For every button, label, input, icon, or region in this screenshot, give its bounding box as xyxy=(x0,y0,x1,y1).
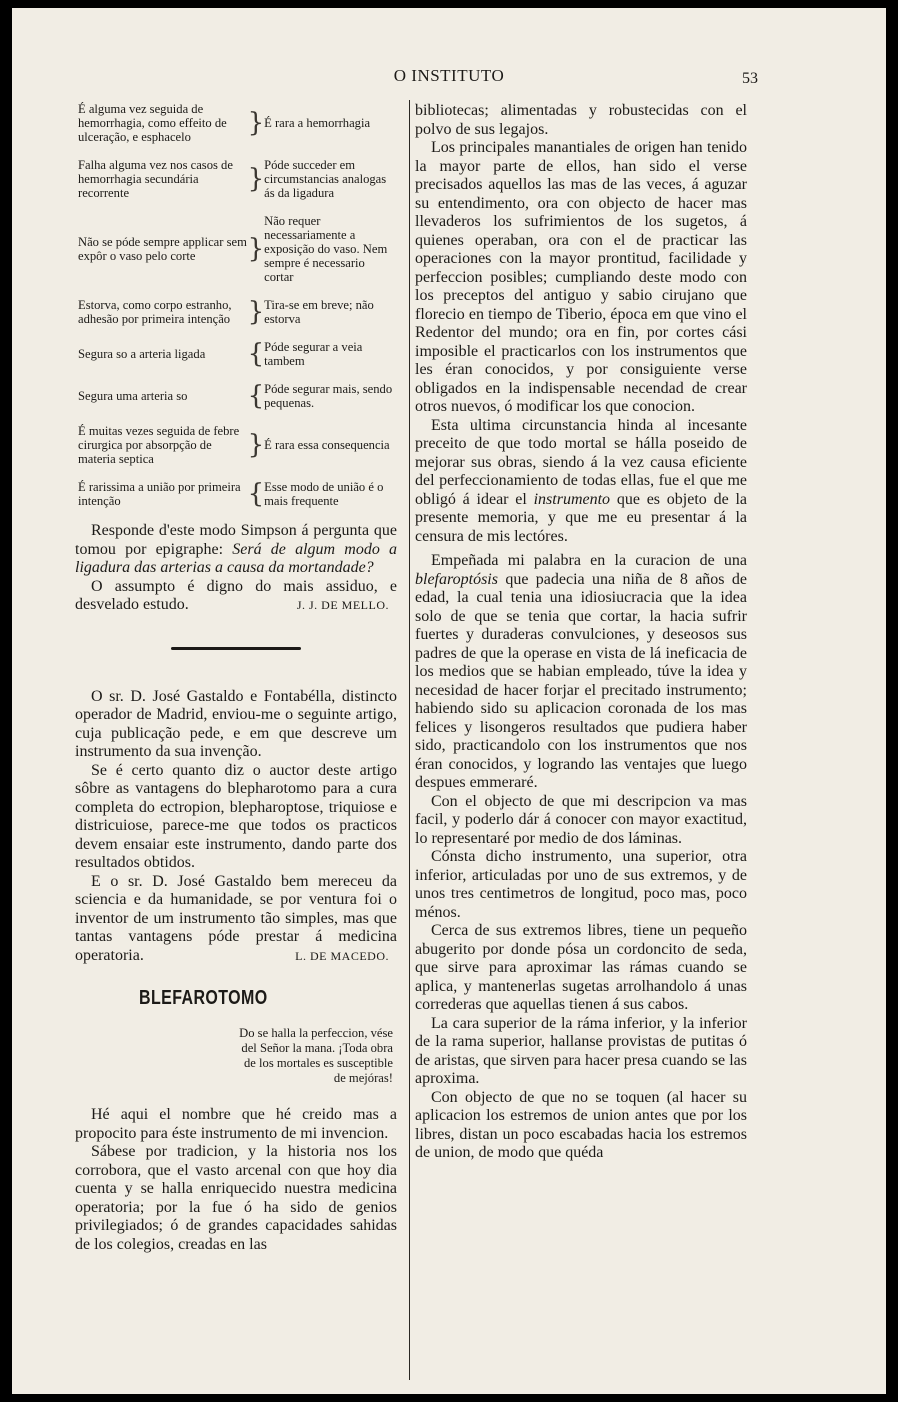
conclusion-paragraph: Responde d'este modo Simpson á pergunta que tomou por epigraphe: Será de algum modo a ligadura das arterias a causa da mortandade? xyxy=(75,522,398,576)
comparison-left: É rarissima a união por primeira intenção xyxy=(78,480,241,508)
body-paragraph: bibliotecas; alimentadas y robustecidas con el polvo de sus legajos. xyxy=(415,102,747,138)
brace-glyph: } xyxy=(247,164,265,194)
body-paragraph: Cerca de sus extremos libres, tiene un pequeño abugerito por donde pósa un cordoncito de seda, que sirve para aproximar las rámas cuando se aplica, y mantenerlas sugetas arrolhandolo á unas correderas que aquellas tienen á sus cabos. xyxy=(415,922,747,1013)
comparison-left: Falha alguma vez nos casos de hemorrhagia secundária recorrente xyxy=(78,158,233,200)
body-paragraph: Cónsta dicho instrumento, una superior, otra inferior, articuladas por uno de sus extremos, y de unos tres centimetros de longitud, poco mas, poco ménos. xyxy=(415,848,747,921)
epigraph: Do se halla la perfeccion, vése del Señor la mana. ¡Toda obra de los mortales es susceptible de mejóras! xyxy=(239,1026,393,1085)
brace-glyph: } xyxy=(247,108,265,138)
brace-glyph: { xyxy=(247,479,265,509)
signature-mello: J. J. DE MELLO. xyxy=(296,598,389,612)
body-paragraph: Esta ultima circunstancia hinda al incesante preceito de que todo mortal se hálla poseido de mejorar sus obras, siendo á la vez causa eficiente del perfeccionamiento de todas ellas, fue el que me obligó á idear el instrumento que es objeto de la presente memoria, y que me eu presentar á la censura de mis lectóres. xyxy=(415,416,747,545)
page xyxy=(12,8,886,1394)
comparison-table xyxy=(75,102,397,522)
comparison-row xyxy=(75,158,397,214)
comparison-row xyxy=(75,480,397,522)
right-column xyxy=(415,102,747,1163)
intro-paragraph: O sr. D. José Gastaldo e Fontabélla, distincto operador de Madrid, enviou-me o seguinte artigo, cuja publicação pede, e em que descreve um instrumento da sua invenção. xyxy=(75,687,397,760)
comparison-left: Não se póde sempre applicar sem expôr o vaso pelo corte xyxy=(78,235,247,263)
intro-paragraph: E o sr. D. José Gastaldo bem mereceu da sciencia e da humanidade, se por ventura foi o inventor de um instrumento tão simples, mas que tantas vantagens póde prestar á medicina operatoria. L. DE MACEDO. xyxy=(75,872,397,964)
comparison-row xyxy=(75,102,397,158)
comparison-left: É alguma vez seguida de hemorrhagia, como effeito de ulceração, e esphacelo xyxy=(78,102,227,144)
section-divider xyxy=(171,647,301,650)
comparison-right: É rara a hemorrhagia xyxy=(264,116,371,130)
comparison-row xyxy=(75,340,397,382)
body-paragraph: Hé aqui el nombre que hé creido mas a propocito para éste instrumento de mi invencion. xyxy=(75,1106,397,1142)
intro-paragraph: Se é certo quanto diz o auctor deste artigo sôbre as vantagens do blepharotomo para a cura completa do ectropion, blepharoptose, triquiose e districuiose, parece-me que todos os practicos devem ensaiar este instrumento, dando parte dos resultados obtidos. xyxy=(75,761,397,871)
closing-paragraph: O assumpto é digno do mais assiduo, e desvelado estudo. J. J. DE MELLO. xyxy=(75,577,397,613)
comparison-row xyxy=(75,424,397,480)
comparison-right: É rara essa consequencia xyxy=(264,438,390,452)
running-title: O INSTITUTO xyxy=(393,66,505,85)
comparison-left: Segura uma arteria so xyxy=(78,389,188,403)
body-paragraph: Con objecto de que no se toquen (al hacer su aplicacion los estremos de union antes que por los libres, distan un poco escabadas hacia los estremos de union, de modo que quéda xyxy=(415,1088,747,1161)
comparison-right: Tira-se em breve; não estorva xyxy=(264,298,374,326)
comparison-right: Póde segurar a veia tambem xyxy=(264,340,363,368)
comparison-row xyxy=(75,298,397,340)
comparison-row xyxy=(75,382,397,424)
brace-glyph: } xyxy=(247,430,265,460)
brace-glyph: { xyxy=(247,339,265,369)
article-heading: BLEFAROTOMO xyxy=(139,987,268,1009)
brace-glyph: } xyxy=(247,234,265,264)
body-paragraph: La cara superior de la ráma inferior, y la inferior de la rama superior, hallanse provistas de putitas ó de aristas, que sirven para hacer presa cuando se las aproxima. xyxy=(415,1014,747,1087)
comparison-right: Esse modo de união é o mais frequente xyxy=(264,480,384,508)
brace-glyph: { xyxy=(247,381,265,411)
brace-glyph: } xyxy=(247,297,265,327)
comparison-left: Segura so a arteria ligada xyxy=(78,347,206,361)
body-paragraph: Con el objecto de que mi descripcion va mas facil, y poderlo dár á conocer con mayor exactitud, lo representaré por medio de dos láminas. xyxy=(415,792,747,847)
page-number: 53 xyxy=(742,70,758,87)
comparison-right: Póde succeder em circumstancias analogas ás da ligadura xyxy=(264,158,387,200)
left-column xyxy=(75,102,397,1254)
body-paragraph: Los principales manantiales de origen han tenido la mayor parte de ellos, han sido el verse precisados aquellos las mas de las veces, á aguzar su entendimento, ora con objecto de hacer mas llevaderos los sufrimientos de los sugetos, á quienes operaban, ora con el de practicar las operaciones con la mayor prontitud, facilidade y perfeccion posibles; cumpliando deste modo con los preceptos del antiguo y sabio cirujano que florecio en tiempo de Tiberio, época em que vino el Redentor del mundo; ora en fin, por cortes cási imposible el practicarlos con los instrumentos que les éran conocidos, y por consiguiente verse obligados en la indispensable necendad de crear otros nuevos, ó modificar los que conocion. xyxy=(415,139,747,415)
column-rule xyxy=(409,100,410,1380)
epigraph-question: Será de algum modo a ligadura das arterias a causa da mortandade? xyxy=(75,540,398,576)
comparison-right: Póde segurar mais, sendo pequenas. xyxy=(264,382,393,410)
comparison-left: É muitas vezes seguida de febre cirurgica por absorpção de materia septica xyxy=(78,424,240,466)
comparison-right: Não requer necessariamente a exposição do vaso. Nem sempre é necessario cortar xyxy=(264,214,388,284)
comparison-left: Estorva, como corpo estranho, adhesão por primeira intenção xyxy=(78,298,232,326)
body-paragraph: Sábese por tradicion, y la historia nos los corrobora, que el vasto arcenal con que hoy dia cuenta y se halla enriquecido nuestra medicina operatoria; por la fue ó ha sido de genios privilegiados; ó de grandes capacidades sahidas de los colegios, creadas en las xyxy=(75,1143,397,1253)
signature-macedo: L. DE MACEDO. xyxy=(295,948,389,963)
body-paragraph: Empeñada mi palabra en la curacion de una blefaroptósis que padecia una niña de 8 años de edad, la cual tenia una idiosiucracia que la idea solo de que se tenia que cortar, la hacia sufrir fuertes y duraderas convulciones, y deseosos sus padres de que la operase en vista de lá ineficacia de los medios que se habian empleado, túve la idea y necesidad de hacer forjar el precitado instrumento; habiendo sido su aplicacion coronada de los mas felices y lisongeros resultados que pudiera haber sido, practicandolo con los instrumentos que nos éran conocidos, y logrando las ventajes que luego despues emmeraré. xyxy=(415,552,747,791)
comparison-row xyxy=(75,214,397,298)
